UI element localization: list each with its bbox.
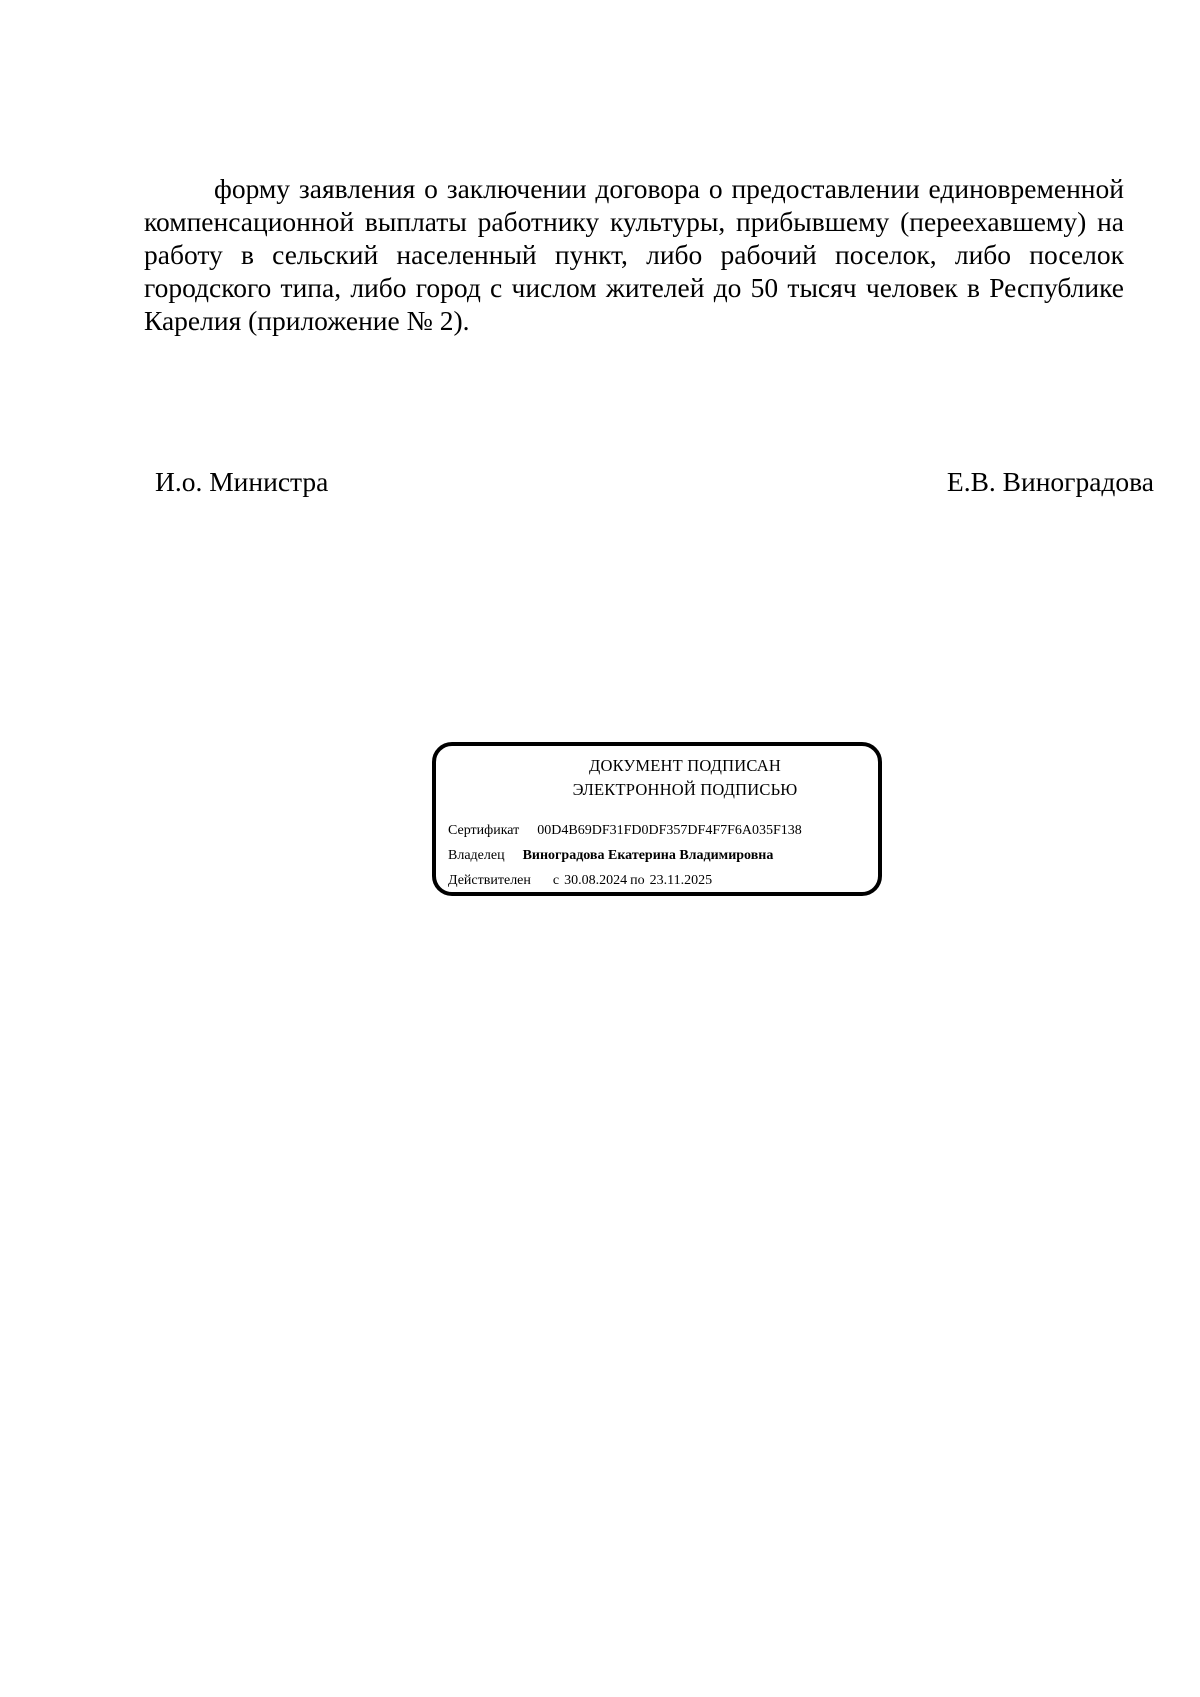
signatory-name: Е.В. Виноградова xyxy=(946,466,1154,497)
stamp-header-line2: ЭЛЕКТРОННОЙ ПОДПИСЬЮ xyxy=(572,780,798,799)
stamp-header xyxy=(436,754,878,802)
valid-to-label: по xyxy=(630,873,645,888)
stamp-validity-row xyxy=(448,872,712,890)
body-paragraph: форму заявления о заключении договора о предоставлении единовременной компенсационной выплаты работнику культуры, прибывшему (переехавшему) на работу в сельский населенный пункт, либо рабочий поселок, либо поселок городского типа, либо город с числом жителей до 50 тысяч человек в Республике Карелия (приложение № 2). xyxy=(144,173,1124,336)
signatory-title: И.о. Министра xyxy=(155,466,329,497)
owner-value: Виноградова Екатерина Владимировна xyxy=(522,848,774,863)
owner-label: Владелец xyxy=(448,848,505,863)
valid-to-date: 23.11.2025 xyxy=(649,873,713,888)
stamp-certificate-row xyxy=(448,822,802,840)
valid-label: Действителен xyxy=(448,873,531,888)
valid-from-date: 30.08.2024 xyxy=(564,873,628,888)
certificate-label: Сертификат xyxy=(448,823,520,838)
valid-from-label: с xyxy=(552,873,560,888)
stamp-header-line1: ДОКУМЕНТ ПОДПИСАН xyxy=(589,756,781,775)
certificate-value: 00D4B69DF31FD0DF357DF4F7F6A035F138 xyxy=(537,823,802,838)
electronic-signature-stamp xyxy=(432,742,882,896)
stamp-owner-row xyxy=(448,847,773,865)
